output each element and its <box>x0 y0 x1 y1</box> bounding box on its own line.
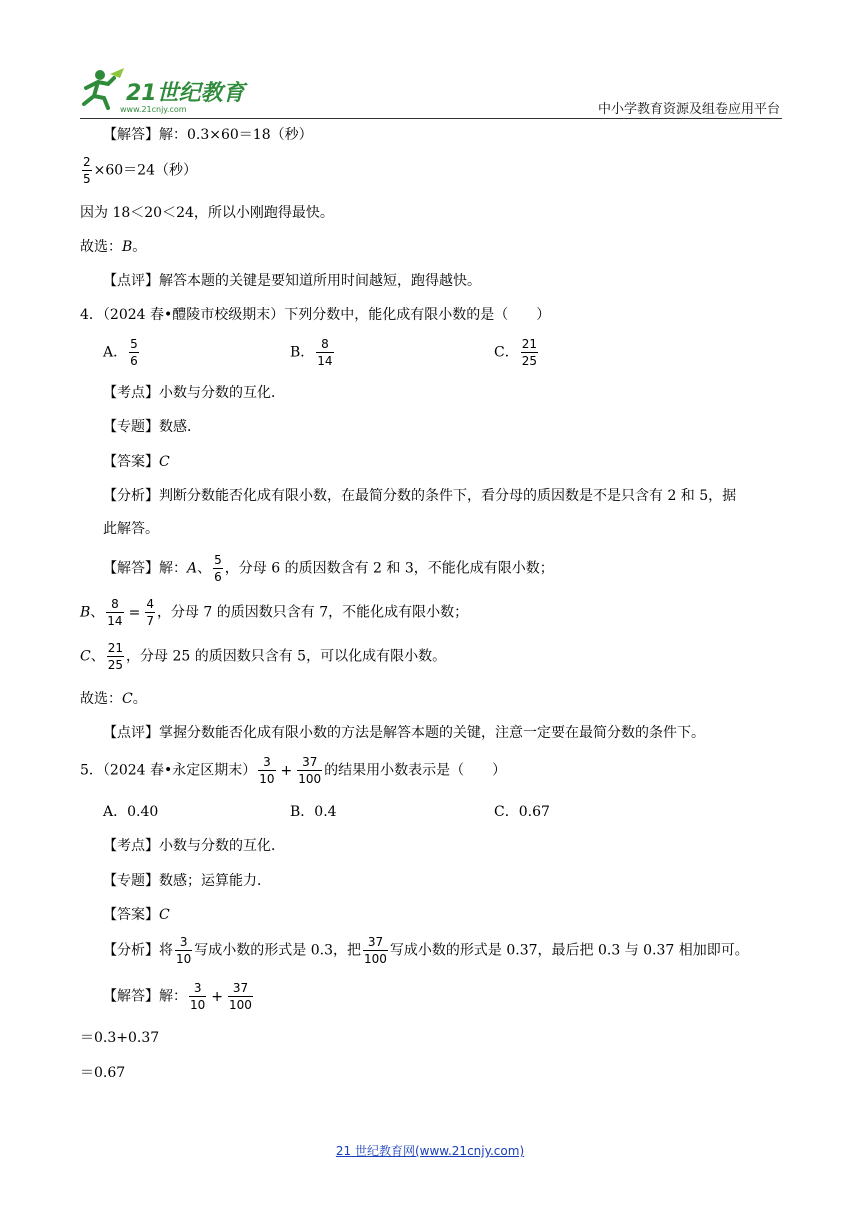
fraction: $\frac{8}{14}$ <box>107 597 123 628</box>
q5-zhuanti: 【专题】数感；运算能力． <box>103 873 271 889</box>
runner-icon <box>84 68 124 108</box>
q5-step2: ＝0.67 <box>80 1065 126 1081</box>
prev-choice: 故选：B。 <box>80 239 147 255</box>
q4-choice: 故选：C。 <box>80 691 147 707</box>
fraction: $\frac{8}{14}$ <box>317 337 333 368</box>
prev-solution-line3: 因为 18＜20＜24，所以小刚跑得最快。 <box>80 205 334 221</box>
q4-solution-b: B、 $\frac{8}{14}$ = $\frac{4}{7}$ ，分母 7 的质因数只含有 7，不能化成有限小数； <box>80 597 469 628</box>
fraction: $\frac{3}{10}$ <box>259 755 275 786</box>
header-platform-text: 中小学教育资源及组卷应用平台 <box>597 102 780 117</box>
fraction: $\frac{5}{6}$ <box>214 553 222 584</box>
fraction: $\frac{21}{25}$ <box>521 337 537 368</box>
q5-option-a: A．0.40 <box>103 804 159 820</box>
q4-stem: 4．（2024 春•醴陵市校级期末）下列分数中，能化成有限小数的是（ ） <box>80 307 551 323</box>
page-header <box>80 66 782 118</box>
q4-answer: 【答案】C <box>103 454 170 470</box>
fraction: $\frac{2}{5}$ <box>83 155 91 186</box>
q5-option-b: B．0.4 <box>290 804 337 820</box>
q4-analysis-line1: 【分析】判断分数能否化成有限小数，在最简分数的条件下，看分母的质因数是不是只含有 2 和 5，据 <box>103 488 737 504</box>
footer-link[interactable]: 21 世纪教育网(www.21cnjy.com) <box>335 1144 525 1158</box>
svg-text:21世纪教育: 21世纪教育 <box>126 81 245 106</box>
fraction: $\frac{3}{10}$ <box>190 981 206 1012</box>
q5-step1: ＝0.3+0.37 <box>80 1030 160 1046</box>
logo-21cnjy <box>80 66 260 116</box>
fraction: $\frac{37}{100}$ <box>298 755 322 786</box>
fraction: $\frac{21}{25}$ <box>107 641 123 672</box>
q4-option-b: B． $\frac{8}{14}$ <box>290 337 333 368</box>
prev-comment: 【点评】解答本题的关键是要知道所用时间越短，跑得越快。 <box>103 273 481 289</box>
q4-kaodian: 【考点】小数与分数的互化． <box>103 385 285 401</box>
q5-stem: 5．（2024 春•永定区期末） $\frac{3}{10}$ + $\frac{37}{100}$ 的结果用小数表示是（ ） <box>80 755 507 786</box>
fraction: $\frac{37}{100}$ <box>229 981 252 1012</box>
fraction: $\frac{5}{6}$ <box>130 337 138 368</box>
page-footer <box>0 1142 860 1159</box>
q4-comment: 【点评】掌握分数能否化成有限小数的方法是解答本题的关键，注意一定要在最简分数的条件下。 <box>103 725 705 741</box>
header-rule <box>80 118 782 119</box>
q5-option-c: C．0.67 <box>494 804 550 820</box>
prev-solution-line1: 【解答】解：0.3×60＝18（秒） <box>103 127 313 143</box>
q4-option-c: C． $\frac{21}{25}$ <box>494 337 537 368</box>
fraction: $\frac{4}{7}$ <box>146 597 154 628</box>
q4-solution-c: C、 $\frac{21}{25}$ ，分母 25 的质因数只含有 5，可以化成有限小数。 <box>80 641 447 672</box>
q4-zhuanti: 【专题】数感． <box>103 419 201 435</box>
q4-analysis-line2: 此解答。 <box>103 521 159 537</box>
q4-option-a: A． $\frac{5}{6}$ <box>103 337 138 368</box>
q4-solution-a: 【解答】解：A、 $\frac{5}{6}$ ，分母 6 的质因数含有 2 和 3，不能化成有限小数； <box>103 553 554 584</box>
fraction: $\frac{3}{10}$ <box>176 935 192 966</box>
prev-solution-line2: $\frac{2}{5}$ ×60＝24（秒） <box>83 155 197 186</box>
q5-solution: 【解答】解： $\frac{3}{10}$ + $\frac{37}{100}$ <box>103 981 252 1012</box>
q5-answer: 【答案】C <box>103 907 170 923</box>
fraction: $\frac{37}{100}$ <box>364 935 387 966</box>
q5-analysis: 【分析】将 $\frac{3}{10}$ 写成小数的形式是 0.3，把 $\frac{37}{100}$ 写成小数的形式是 0.37，最后把 0.3 与 0.37 相加即可。 <box>103 935 749 966</box>
q5-kaodian: 【考点】小数与分数的互化． <box>103 838 285 854</box>
svg-text:www.21cnjy.com: www.21cnjy.com <box>120 105 187 114</box>
